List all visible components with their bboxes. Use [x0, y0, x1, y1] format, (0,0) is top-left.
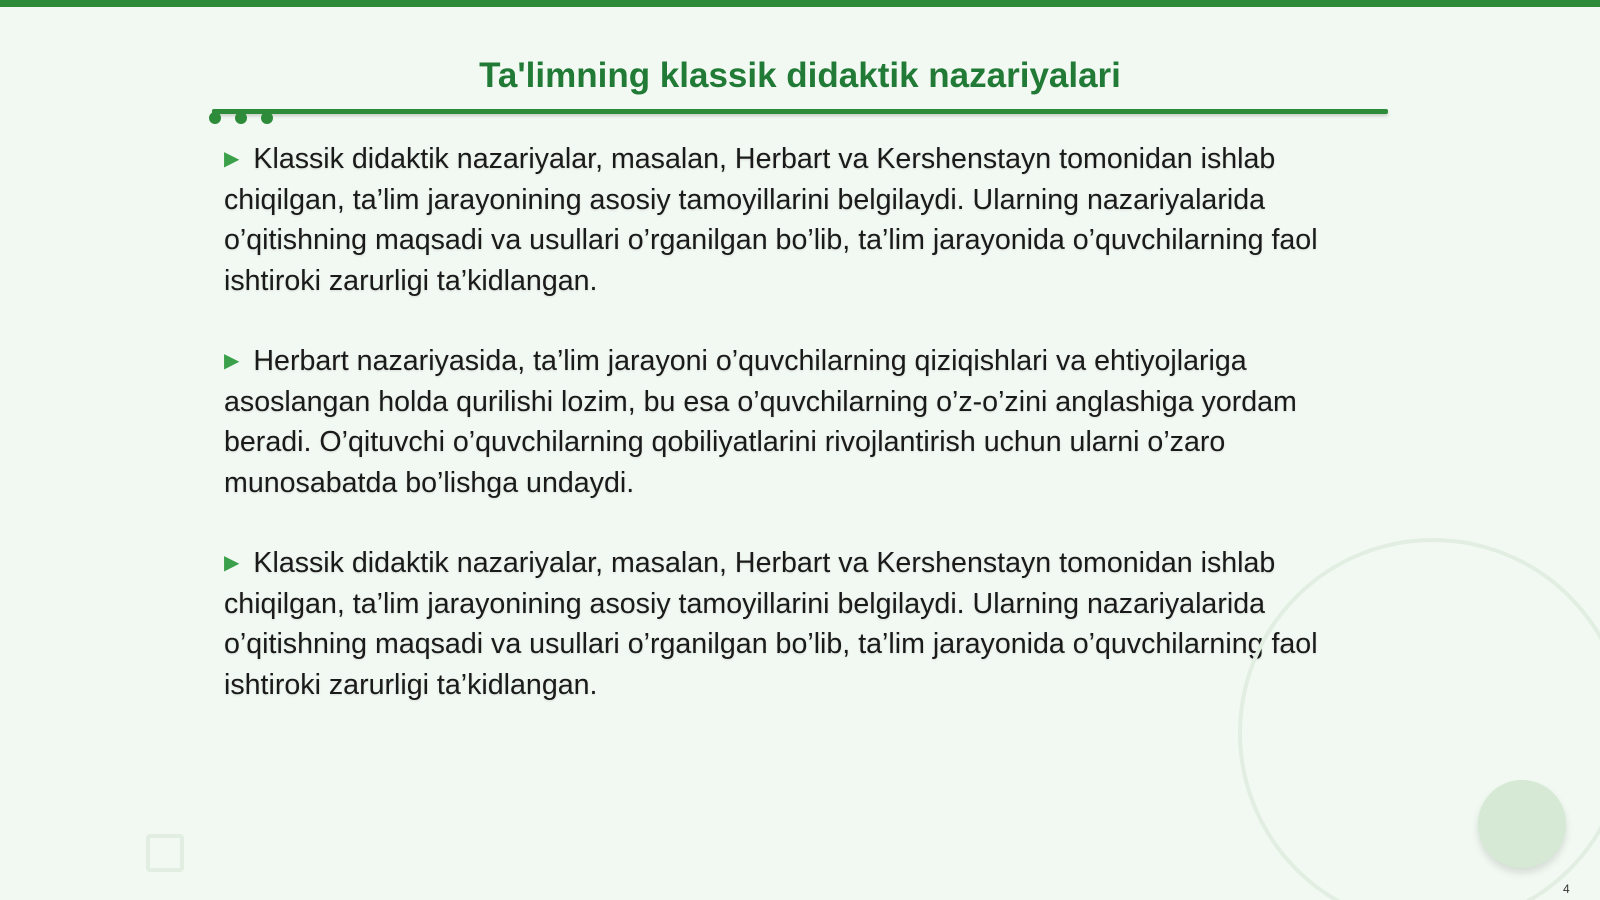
bullet-item	[224, 543, 1374, 705]
slide-title: Ta'limning klassik didaktik nazariyalari	[479, 56, 1121, 95]
underline-dot	[235, 112, 247, 124]
decorative-square	[146, 834, 184, 872]
bullet-item	[224, 341, 1374, 503]
decorative-circle	[1478, 780, 1566, 868]
underline-dot	[209, 112, 221, 124]
underline-dot	[261, 112, 273, 124]
top-accent-bar	[0, 0, 1600, 7]
bullet-arrow-icon: ▶	[224, 148, 240, 170]
bullet-arrow-icon: ▶	[224, 552, 240, 574]
bullet-item	[224, 139, 1374, 301]
title-underline	[212, 109, 1388, 114]
bullet-arrow-icon: ▶	[224, 350, 240, 372]
bullet-text: Klassik didaktik nazariyalar, masalan, Herbart va Kershenstayn tomonidan ishlab chiqilgan, ta’lim jarayonining asosiy tamoyillarini belgilaydi. Ularning nazariyalarida o’qitishning maqsadi va usullari o’rganilgan bo’lib, ta’lim jarayonida o’quvchilarning faol ishtiroki zarurligi ta’kidlangan.	[224, 143, 1318, 297]
bullet-text: Klassik didaktik nazariyalar, masalan, Herbart va Kershenstayn tomonidan ishlab chiqilgan, ta’lim jarayonining asosiy tamoyillarini belgilaydi. Ularning nazariyalarida o’qitishning maqsadi va usullari o’rganilgan bo’lib, ta’lim jarayonida o’quvchilarning faol ishtiroki zarurligi ta’kidlangan.	[224, 547, 1318, 701]
page-number: 4	[1563, 882, 1570, 896]
bullet-text: Herbart nazariyasida, ta’lim jarayoni o’quvchilarning qiziqishlari va ehtiyojlariga asoslangan holda qurilishi lozim, bu esa o’quvchilarning o’z-o’zini anglashiga yordam beradi. O’qituvchi o’quvchilarning qobiliyatlarini rivojlantirish uchun ularni o’zaro munosabatda bo’lishga undaydi.	[224, 345, 1297, 499]
bullet-list	[224, 139, 1374, 745]
